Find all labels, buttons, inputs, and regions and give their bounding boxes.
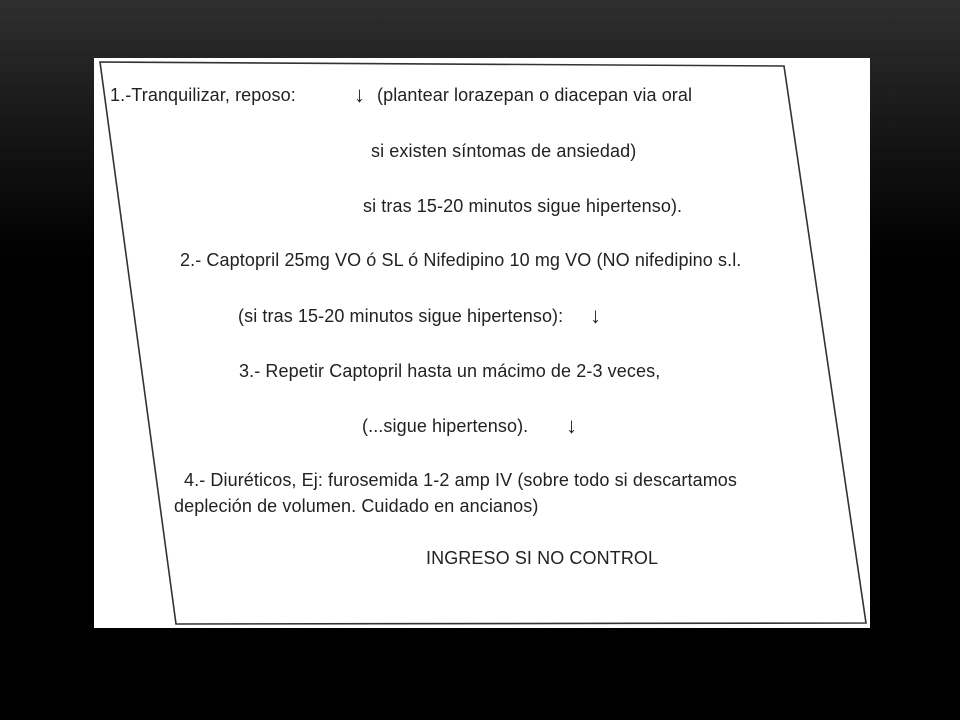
step-3-text: 3.- Repetir Captopril hasta un mácimo de 2-3 veces,: [239, 361, 661, 381]
step-3-condition: (...sigue hipertenso).: [362, 416, 529, 436]
step-4-text-line-1: 4.- Diuréticos, Ej: furosemida 1-2 amp IV (sobre todo si descartamos: [184, 470, 738, 490]
final-instruction: INGRESO SI NO CONTROL: [426, 548, 659, 568]
step-1-title: 1.-Tranquilizar, reposo:: [110, 85, 296, 105]
step-2-text: 2.- Captopril 25mg VO ó SL ó Nifedipino 10 mg VO (NO nifedipino s.l.: [180, 250, 742, 270]
slide-figure: [94, 58, 870, 628]
step-1-note-line-2: si existen síntomas de ansiedad): [371, 141, 637, 161]
step-2-condition: (si tras 15-20 minutos sigue hipertenso):: [238, 306, 564, 326]
down-arrow-icon: ↓: [566, 413, 577, 438]
down-arrow-icon: ↓: [590, 303, 601, 328]
down-arrow-icon: ↓: [354, 82, 365, 107]
step-4-text-line-2: depleción de volumen. Cuidado en ancianos): [174, 496, 539, 516]
step-1-note-line-3: si tras 15-20 minutos sigue hipertenso).: [363, 196, 683, 216]
step-1-note-line-1: (plantear lorazepan o diacepan via oral: [377, 85, 693, 105]
